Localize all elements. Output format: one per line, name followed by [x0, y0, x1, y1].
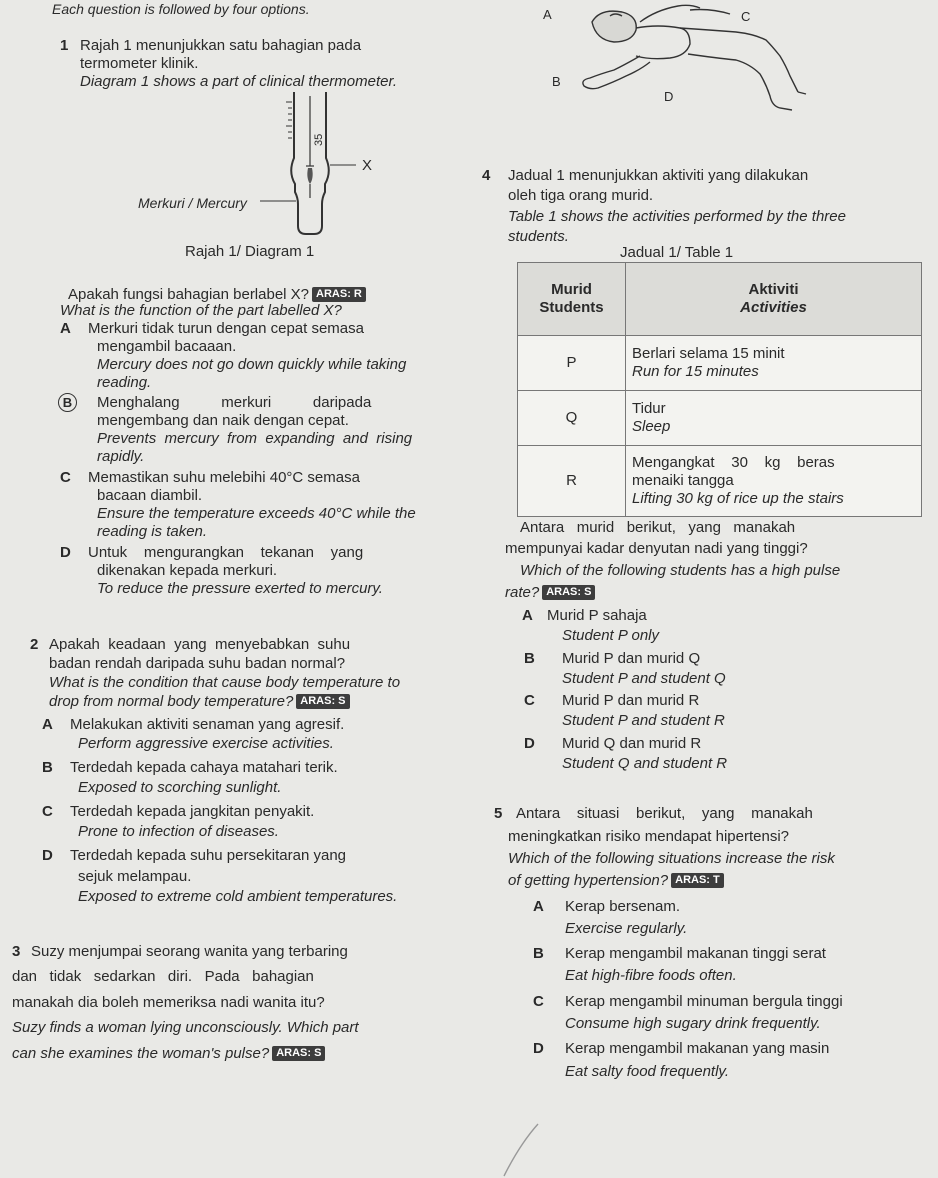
- diagram-caption: Rajah 1/ Diagram 1: [185, 243, 315, 260]
- q1-option-a-en1: Mercury does not go down quickly while taking: [97, 356, 407, 373]
- q1-option-b-letter[interactable]: B: [58, 393, 77, 412]
- q4-option-a-letter[interactable]: A: [522, 607, 533, 624]
- activities-table: [517, 262, 922, 517]
- q1-option-c-en1: Ensure the temperature exceeds 40°C while the: [97, 505, 416, 522]
- level-badge: ARAS: S: [296, 694, 349, 709]
- level-badge: ARAS: S: [272, 1046, 325, 1061]
- q1-text-en: Diagram 1 shows a part of clinical thermometer.: [80, 73, 398, 90]
- q1-option-a-ms1: Merkuri tidak turun dengan cepat semasa: [88, 320, 364, 337]
- table-cell-student: Q: [518, 391, 626, 446]
- q4-text-en2: students.: [508, 228, 569, 245]
- table-cell-student: R: [518, 446, 626, 517]
- q1-text-line2: termometer klinik.: [80, 55, 199, 72]
- scale-35: 35: [313, 133, 325, 146]
- q4-option-d-ms: Murid Q dan murid R: [562, 735, 702, 752]
- table-row: [518, 336, 922, 391]
- figure-label-c: C: [741, 9, 751, 24]
- pencil-mark: [490, 1120, 550, 1178]
- figure-label-a: A: [543, 7, 552, 22]
- q2-option-b-ms: Terdedah kepada cahaya matahari terik.: [70, 759, 338, 776]
- q1-option-c-letter[interactable]: C: [60, 469, 71, 486]
- thermometer-diagram: [120, 88, 420, 238]
- q4-question-ms1: Antara murid berikut, yang manakah: [520, 519, 796, 536]
- level-badge: ARAS: T: [671, 873, 724, 888]
- q5-option-b-letter[interactable]: B: [533, 945, 544, 962]
- table-cell-student: P: [518, 336, 626, 391]
- q4-option-b-letter[interactable]: B: [524, 650, 535, 667]
- q1-option-c-ms1: Memastikan suhu melebihi 40°C semasa: [88, 469, 360, 486]
- q5-option-c-ms: Kerap mengambil minuman bergula tinggi: [565, 993, 843, 1010]
- q1-option-b-ms2: mengembang dan naik dengan cepat.: [97, 412, 349, 429]
- q2-text-line1: Apakah keadaan yang menyebabkan suhu: [49, 636, 351, 653]
- q3-text-line1: Suzy menjumpai seorang wanita yang terbaring: [31, 943, 348, 960]
- q5-option-b-ms: Kerap mengambil makanan tinggi serat: [565, 945, 826, 962]
- q2-text-line2: badan rendah daripada suhu badan normal?: [49, 655, 346, 672]
- q2-option-d-en: Exposed to extreme cold ambient temperatures.: [78, 888, 398, 905]
- q4-option-d-en: Student Q and student R: [562, 755, 728, 772]
- q3-text-line2: dan tidak sedarkan diri. Pada bahagian: [12, 968, 314, 985]
- q4-option-d-letter[interactable]: D: [524, 735, 535, 752]
- q4-option-c-letter[interactable]: C: [524, 692, 535, 709]
- q4-option-a-en: Student P only: [562, 627, 660, 644]
- q3-text-en1: Suzy finds a woman lying unconsciously. Which part: [12, 1019, 359, 1036]
- level-badge: ARAS: S: [542, 585, 595, 600]
- q1-option-a-ms2: mengambil bacaaan.: [97, 338, 237, 355]
- figure-label-b: B: [552, 74, 561, 89]
- figure-label-d: D: [664, 89, 674, 104]
- q5-option-a-ms: Kerap bersenam.: [565, 898, 681, 915]
- q1-option-d-ms1: Untuk mengurangkan tekanan yang: [88, 544, 364, 561]
- table-caption: Jadual 1/ Table 1: [620, 244, 734, 261]
- q1-text-line1: Rajah 1 menunjukkan satu bahagian pada: [80, 37, 362, 54]
- header-note: Each question is followed by four options.: [52, 1, 310, 17]
- q2-option-a-letter[interactable]: A: [42, 716, 53, 733]
- q4-option-c-en: Student P and student R: [562, 712, 725, 729]
- table-row: [518, 446, 922, 517]
- q1-option-c-en2: reading is taken.: [97, 523, 208, 540]
- q1-number: 1: [60, 37, 69, 54]
- level-badge: ARAS: R: [312, 287, 366, 302]
- table-header-row: [518, 263, 922, 336]
- q2-option-d-ms1: Terdedah kepada suhu persekitaran yang: [70, 847, 347, 864]
- q5-text-en2: of getting hypertension? ARAS: T: [508, 872, 724, 890]
- q4-text-en1: Table 1 shows the activities performed by the three: [508, 208, 846, 225]
- q5-option-b-en: Eat high-fibre foods often.: [565, 967, 737, 984]
- q4-number: 4: [482, 167, 491, 184]
- q5-text-en1: Which of the following situations increase the risk: [508, 850, 835, 867]
- q2-option-c-en: Prone to infection of diseases.: [78, 823, 279, 840]
- q1-option-c-ms2: bacaan diambil.: [97, 487, 203, 504]
- q3-text-line3: manakah dia boleh memeriksa nadi wanita itu?: [12, 994, 325, 1011]
- lying-woman-figure[interactable]: [540, 0, 840, 120]
- q1-question: Apakah fungsi bahagian berlabel X? ARAS: R: [68, 286, 366, 304]
- q4-question-en1: Which of the following students has a high pulse: [520, 562, 841, 579]
- q1-option-a-letter[interactable]: A: [60, 320, 71, 337]
- q2-option-d-letter[interactable]: D: [42, 847, 53, 864]
- q2-option-d-ms2: sejuk melampau.: [78, 868, 192, 885]
- q5-option-a-letter[interactable]: A: [533, 898, 544, 915]
- q1-option-a-en2: reading.: [97, 374, 152, 391]
- q5-option-d-en: Eat salty food frequently.: [565, 1063, 729, 1080]
- label-x: X: [362, 157, 373, 174]
- q2-option-c-letter[interactable]: C: [42, 803, 53, 820]
- q1-question-en: What is the function of the part labelled X?: [60, 302, 342, 319]
- table-cell-activity: Tidur Sleep: [626, 391, 922, 446]
- q4-option-c-ms: Murid P dan murid R: [562, 692, 700, 709]
- q2-text-en2: drop from normal body temperature? ARAS: S: [49, 693, 350, 711]
- q4-question-en2: rate? ARAS: S: [505, 584, 595, 602]
- table-header-students: Murid Students: [518, 263, 626, 336]
- q5-option-d-ms: Kerap mengambil makanan yang masin: [565, 1040, 830, 1057]
- q1-option-d-en1: To reduce the pressure exerted to mercury.: [97, 580, 383, 597]
- table-header-activities: Aktiviti Activities: [626, 263, 922, 336]
- q5-text-line2: meningkatkan risiko mendapat hipertensi?: [508, 828, 789, 845]
- q4-option-b-en: Student P and student Q: [562, 670, 726, 687]
- q2-option-c-ms: Terdedah kepada jangkitan penyakit.: [70, 803, 315, 820]
- q2-option-b-letter[interactable]: B: [42, 759, 53, 776]
- q2-option-a-en: Perform aggressive exercise activities.: [78, 735, 334, 752]
- q1-option-b-en2: rapidly.: [97, 448, 145, 465]
- q5-option-d-letter[interactable]: D: [533, 1040, 544, 1057]
- label-mercury: Merkuri / Mercury: [138, 195, 247, 211]
- table-row: [518, 391, 922, 446]
- q5-option-c-letter[interactable]: C: [533, 993, 544, 1010]
- q5-option-a-en: Exercise regularly.: [565, 920, 688, 937]
- q2-option-b-en: Exposed to scorching sunlight.: [78, 779, 282, 796]
- q5-text-line1: Antara situasi berikut, yang manakah: [516, 805, 813, 822]
- q1-option-b-ms1: Menghalang merkuri daripada: [97, 394, 372, 411]
- table-cell-activity: Berlari selama 15 minit Run for 15 minutes: [626, 336, 922, 391]
- q3-number: 3: [12, 943, 21, 960]
- q5-option-c-en: Consume high sugary drink frequently.: [565, 1015, 821, 1032]
- q5-number: 5: [494, 805, 503, 822]
- q1-option-d-letter[interactable]: D: [60, 544, 71, 561]
- q2-text-en1: What is the condition that cause body temperature to: [49, 674, 401, 691]
- q2-option-a-ms: Melakukan aktiviti senaman yang agresif.: [70, 716, 345, 733]
- q4-question-ms2: mempunyai kadar denyutan nadi yang tinggi?: [505, 540, 808, 557]
- q4-option-b-ms: Murid P dan murid Q: [562, 650, 701, 667]
- q4-text-line2: oleh tiga orang murid.: [508, 187, 654, 204]
- table-cell-activity: Mengangkat 30 kg beras menaiki tangga Lifting 30 kg of rice up the stairs: [626, 446, 922, 517]
- q2-number: 2: [30, 636, 39, 653]
- q3-text-en2: can she examines the woman's pulse? ARAS: S: [12, 1045, 325, 1063]
- q4-option-a-ms: Murid P sahaja: [547, 607, 647, 624]
- q1-option-b-en1: Prevents mercury from expanding and rising: [97, 430, 413, 447]
- q4-text-line1: Jadual 1 menunjukkan aktiviti yang dilakukan: [508, 167, 809, 184]
- q1-option-d-ms2: dikenakan kepada merkuri.: [97, 562, 278, 579]
